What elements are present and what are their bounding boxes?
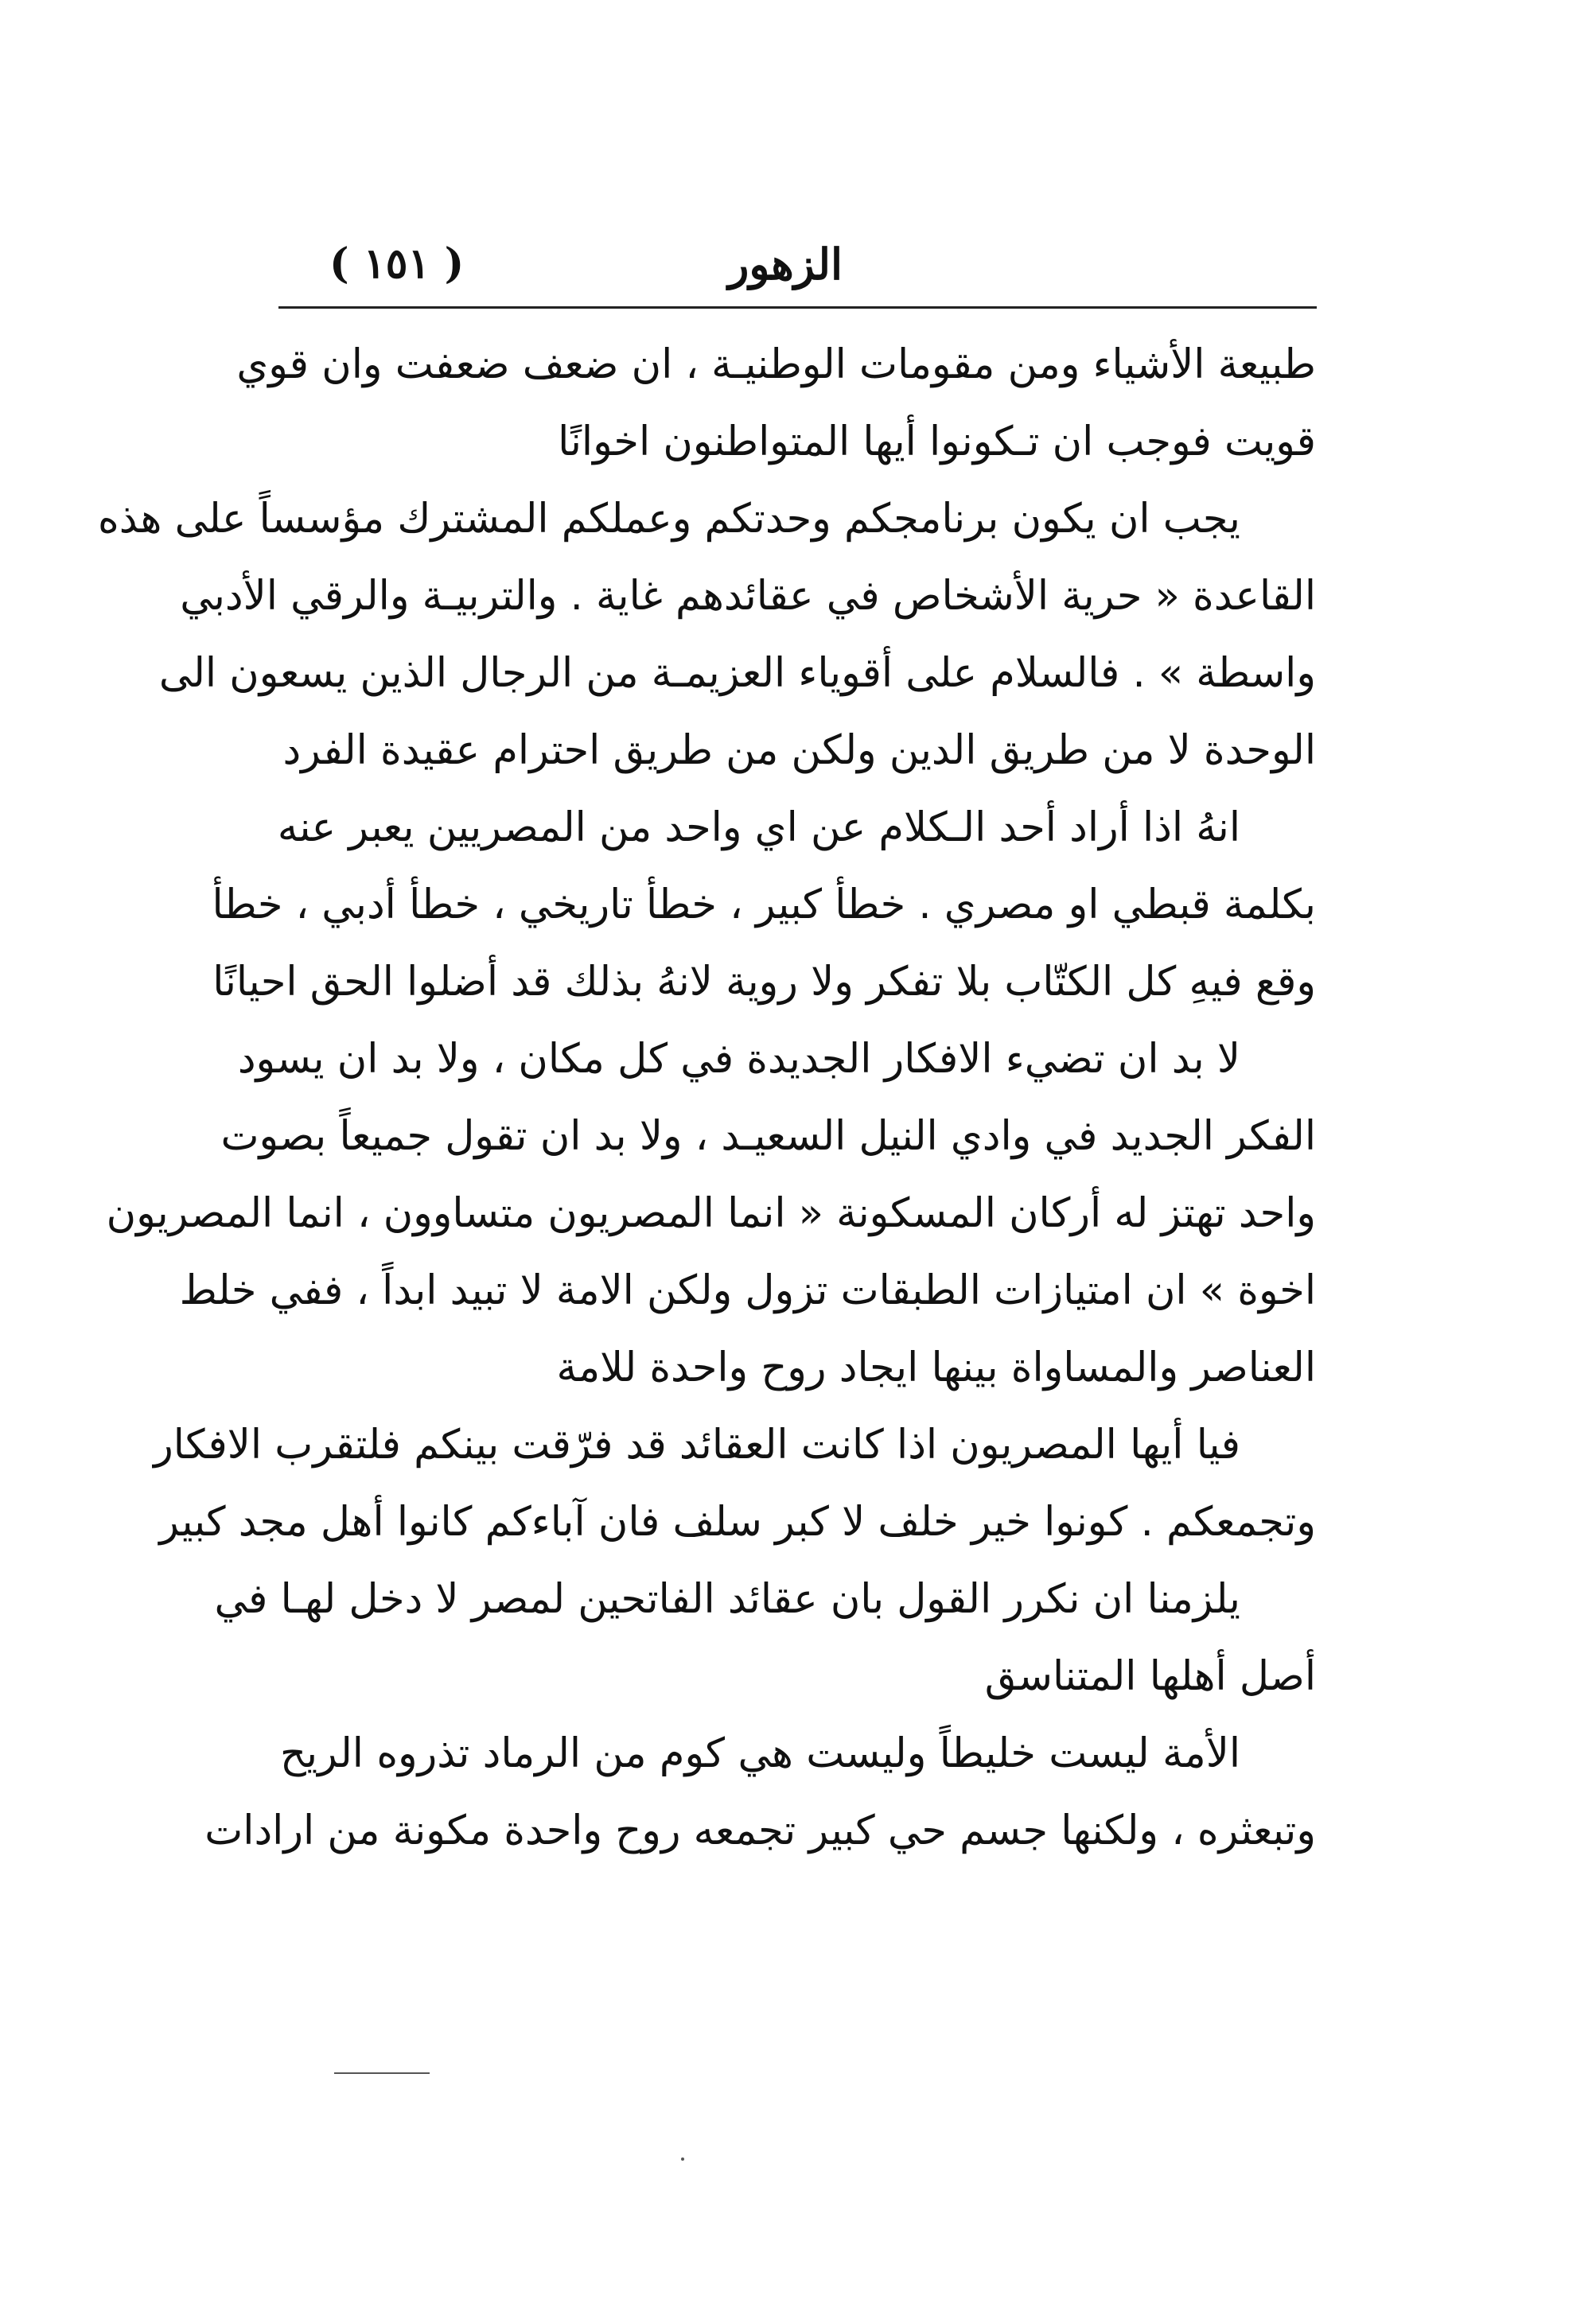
text-line-18: أصل أهلها المتناسق [984, 1653, 1316, 1700]
running-title: الزهور [728, 239, 843, 290]
text-line-6: الوحدة لا من طريق الدين ولكن من طريق احترام عقيدة الفرد [282, 727, 1316, 774]
body-text [98, 326, 1316, 1870]
text-line-17: يلزمنا ان نكرر القول بان عقائد الفاتحين لمصر لا دخل لهـا في [214, 1576, 1240, 1623]
text-line-13: اخوة » ان امتيازات الطبقات تزول ولكن الامة لا تبيد ابداً ، ففي خلط [179, 1267, 1316, 1314]
text-line-10: لا بد ان تضيء الافكار الجديدة في كل مكان ، ولا بد ان يسود [237, 1036, 1240, 1083]
page-number: ( ١٥١ ) [329, 239, 465, 288]
text-line-11: الفكر الجديد في وادي النيل السعيـد ، ولا بد ان تقول جميعاً بصوت [220, 1113, 1316, 1160]
text-line-3: يجب ان يكون برنامجكم وحدتكم وعملكم المشترك مؤسساً على هذه [98, 496, 1240, 543]
text-line-15: فيا أيها المصريون اذا كانت العقائد قد فرّقت بينكم فلتقرب الافكار [154, 1422, 1240, 1469]
running-header [280, 232, 1316, 296]
text-line-16: وتجمعكم . كونوا خير خلف لا كبر سلف فان آباءكم كانوا أهل مجد كبير [159, 1499, 1316, 1546]
text-line-9: وقع فيهِ كل الكتّاب بلا تفكر ولا روية لانهُ بذلك قد أضلوا الحق احيانًا [212, 959, 1316, 1006]
text-line-2: قويت فوجب ان تـكونوا أيها المتواطنون اخوانًا [558, 418, 1316, 465]
text-line-12: واحد تهتز له أركان المسكونة « انما المصريون متساوون ، انما المصريون [106, 1190, 1316, 1237]
text-line-5: واسطة » . فالسلام على أقوياء العزيمـة من الرجال الذين يسعون الى [158, 650, 1316, 697]
text-line-7: انهُ اذا أراد أحد الـكلام عن اي واحد من المصريين يعبر عنه [277, 804, 1240, 851]
header-rule [278, 306, 1317, 309]
text-line-8: بكلمة قبطي او مصري . خطأ كبير ، خطأ تاريخي ، خطأ أدبي ، خطأ [212, 881, 1316, 928]
bottom-scan-mark [334, 2072, 430, 2074]
scan-speck [681, 2157, 684, 2161]
text-line-20: وتبعثره ، ولكنها جسم حي كبير تجمعه روح واحدة مكونة من ارادات [204, 1807, 1316, 1854]
text-line-1: طبيعة الأشياء ومن مقومات الوطنيـة ، ان ضعف ضعفت وان قوي [236, 341, 1316, 388]
text-line-14: العناصر والمساواة بينها ايجاد روح واحدة للامة [556, 1344, 1316, 1391]
text-line-4: القاعدة « حرية الأشخاص في عقائدهم غاية . والتربيـة والرقي الأدبي [180, 573, 1316, 620]
text-line-19: الأمة ليست خليطاً وليست هي كوم من الرماد تذروه الريح [280, 1730, 1240, 1777]
